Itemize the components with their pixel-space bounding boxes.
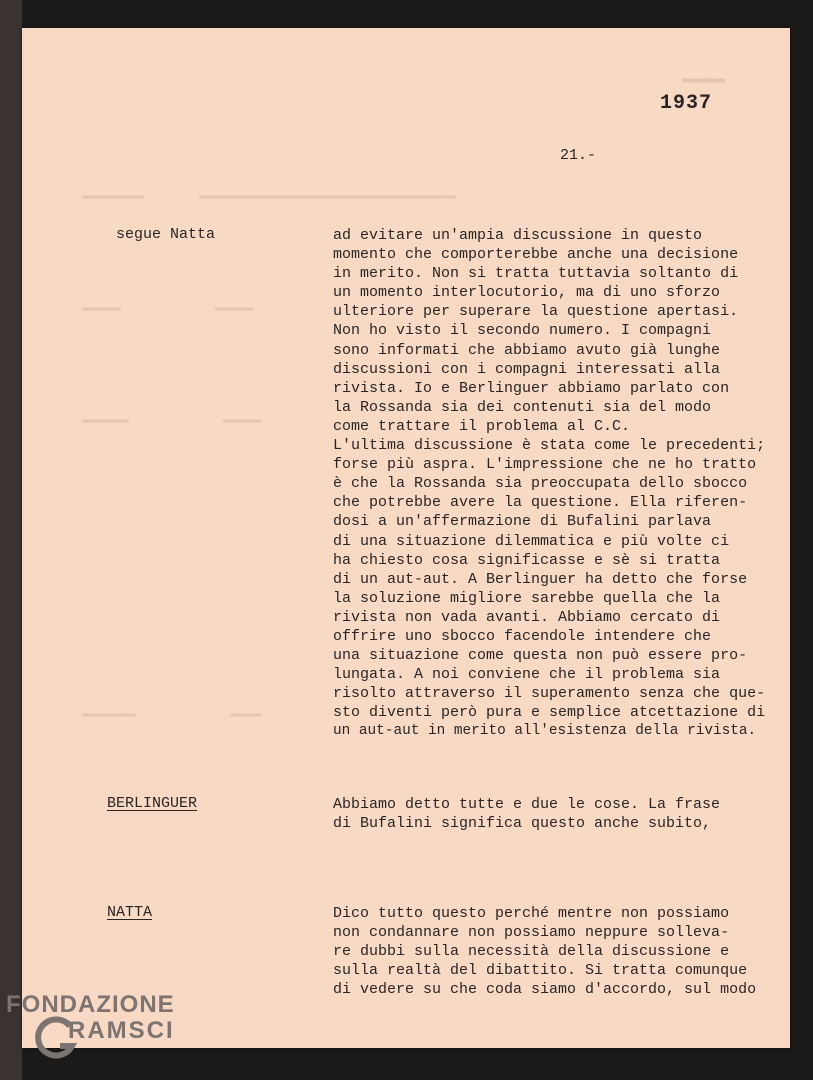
- bleed-through-text: ▬▬▬▬▬▬ ▬▬▬▬▬: [82, 412, 262, 427]
- text-line: momento che comporterebbe anche una decisione: [333, 246, 739, 264]
- text-line: Dico tutto questo perché mentre non possiamo: [333, 905, 730, 922]
- fondazione-gramsci-watermark: [6, 992, 175, 1044]
- bleed-through-text: ▬▬▬▬▬ ▬▬▬▬▬: [82, 300, 254, 315]
- sub-page-number: 21.-: [560, 147, 597, 164]
- text-line: la soluzione migliore sarebbe quella che la: [333, 589, 721, 607]
- text-line: un aut-aut in merito all'esistenza della rivista.: [333, 723, 757, 740]
- speech-paragraph: [333, 226, 793, 742]
- text-line: come trattare il problema al C.C.: [333, 417, 631, 435]
- text-line: sulla realtà del dibattito. Si tratta comunque: [333, 962, 748, 980]
- text-line: offrire uno sbocco facendole intendere che: [333, 627, 712, 645]
- text-line: lungata. A noi conviene che il problema sia: [333, 666, 721, 684]
- text-line: ha chiesto cosa significasse e sè si tratta: [333, 551, 721, 569]
- bleed-through-text: ▬▬▬▬▬▬▬ ▬▬▬▬: [82, 706, 262, 721]
- text-line: è che la Rossanda sia preoccupata dello sbocco: [333, 475, 748, 493]
- text-line: dosi a un'affermazione di Bufalini parlava: [333, 513, 712, 531]
- text-line: ad evitare un'ampia discussione in questo: [333, 227, 703, 244]
- text-line: sono informati che abbiamo avuto già lunghe: [333, 341, 721, 359]
- text-line: di un aut-aut. A Berlinguer ha detto che forse: [333, 570, 748, 588]
- text-line: Abbiamo detto tutte e due le cose. La frase: [333, 796, 721, 813]
- text-line: Non ho visto il secondo numero. I compagni: [333, 322, 712, 340]
- text-line: che potrebbe avere la questione. Ella riferen-: [333, 494, 748, 512]
- text-line: in merito. Non si tratta tuttavia soltanto di: [333, 265, 739, 283]
- speaker-label: segue Natta: [116, 226, 216, 243]
- text-line: risolto attraverso il superamento senza che que-: [333, 685, 766, 703]
- text-line: di vedere su che coda siamo d'accordo, sul modo: [333, 981, 757, 999]
- watermark-line: FONDAZIONE: [6, 991, 175, 1018]
- text-line: rivista. Io e Berlinguer abbiamo parlato con: [333, 379, 730, 397]
- text-line: ulteriore per superare la questione apertasi.: [333, 303, 739, 321]
- text-line: L'ultima discussione è stata come le precedenti;: [333, 437, 766, 455]
- text-line: forse più aspra. L'impressione che ne ho tratto: [333, 456, 757, 474]
- text-line: un momento interlocutorio, ma di uno sforzo: [333, 284, 721, 302]
- text-line: una situazione come questa non può essere pro-: [333, 647, 748, 665]
- speaker-label: NATTA: [107, 904, 153, 921]
- bleed-through-text: ▬▬▬▬: [682, 69, 726, 89]
- page-number: 1937: [660, 92, 713, 115]
- text-line: di una situazione dilemmatica e più volte ci: [333, 532, 730, 550]
- bleed-through-text: ▬▬▬▬▬▬▬▬ ▬▬▬▬▬▬▬▬▬▬▬▬▬▬▬▬▬▬▬▬▬▬▬▬▬▬▬▬▬▬▬▬▬: [82, 188, 457, 203]
- text-line: re dubbi sulla necessità della discussione e: [333, 943, 730, 961]
- text-line: di Bufalini significa questo anche subito,: [333, 815, 712, 833]
- watermark-line: RAMSCI: [68, 1017, 175, 1044]
- text-line: non condannare non possiamo neppure solleva-: [333, 924, 730, 942]
- text-line: discussioni con i compagni interessati alla: [333, 360, 721, 378]
- text-line: rivista non vada avanti. Abbiamo cercato di: [333, 608, 721, 626]
- speech-paragraph: [333, 795, 793, 833]
- speech-paragraph: [333, 904, 793, 999]
- scanner-edge: [0, 0, 22, 1080]
- text-line: sto diventi però pura e semplice atcettazione di: [333, 704, 766, 722]
- text-line: la Rossanda sia dei contenuti sia del modo: [333, 398, 712, 416]
- speaker-label: BERLINGUER: [107, 795, 198, 812]
- watermark-g-icon: [30, 1016, 80, 1060]
